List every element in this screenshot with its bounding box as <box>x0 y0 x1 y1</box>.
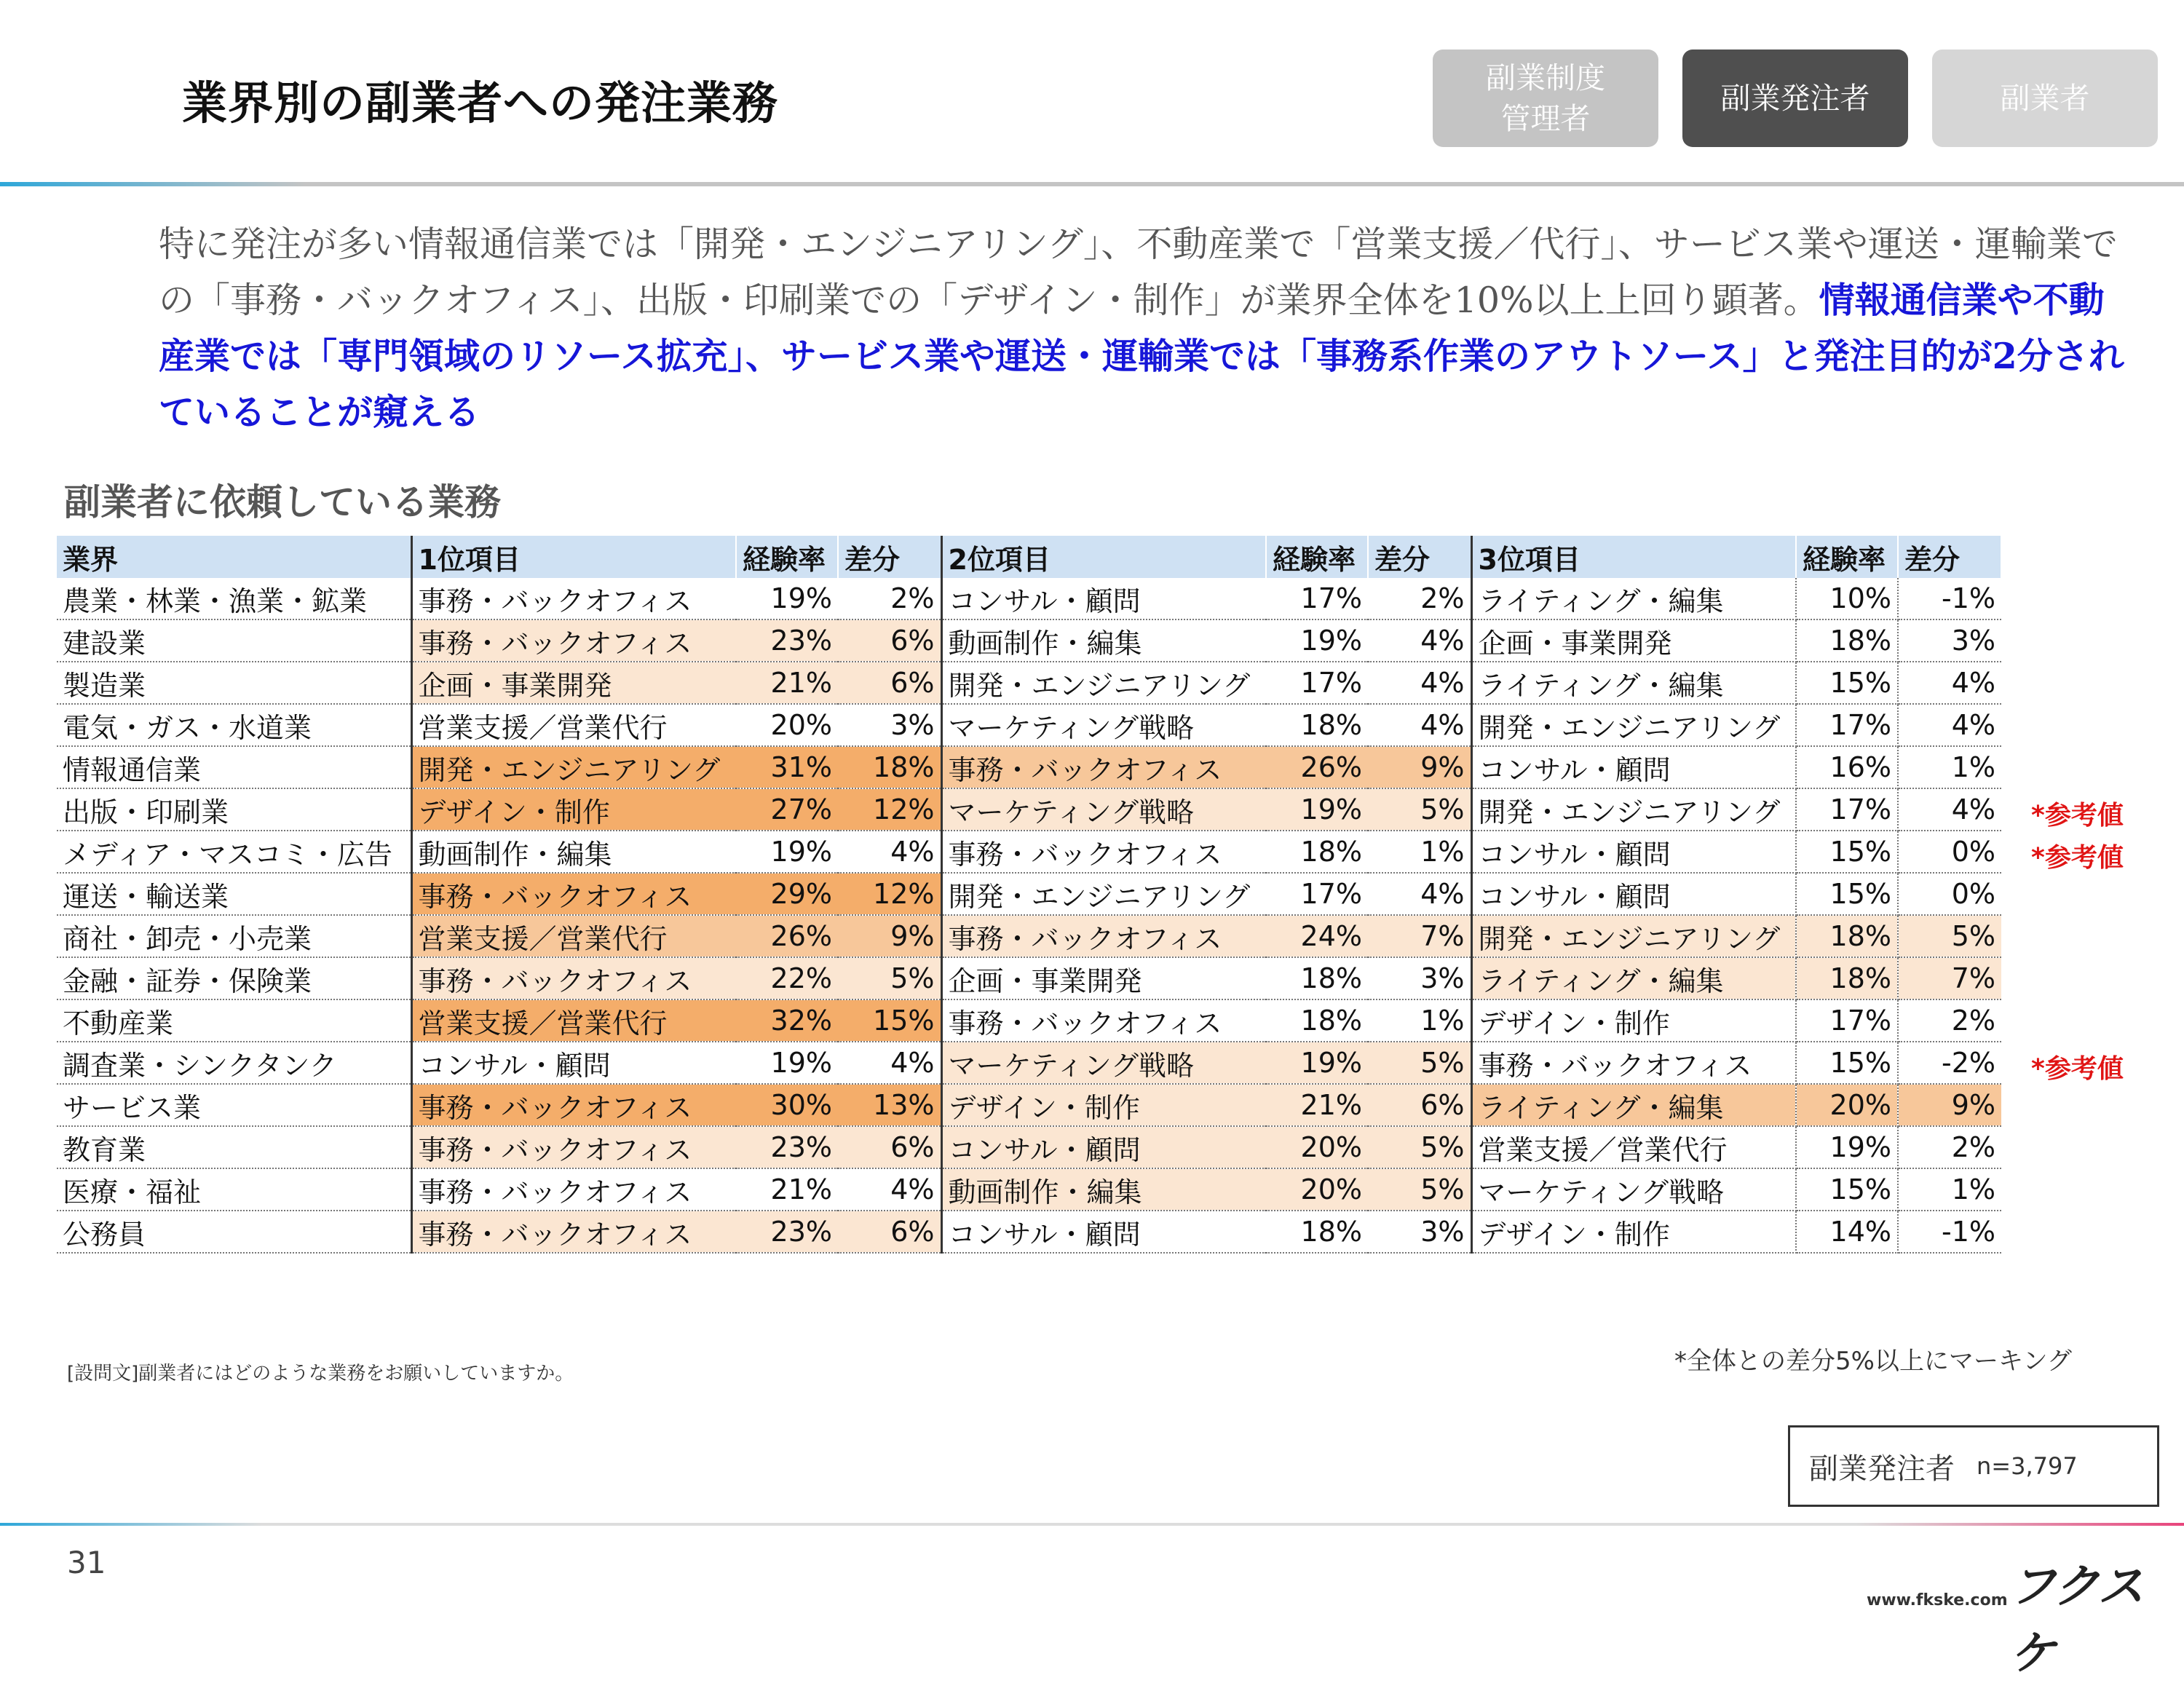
cell-rank2-diff: 3% <box>1368 957 1471 999</box>
cell-rank3-item: マーケティング戦略 <box>1471 1168 1796 1211</box>
header-industry: 業界 <box>57 536 411 578</box>
business-table <box>57 536 2002 1254</box>
cell-rank2-rate: 17% <box>1266 662 1368 704</box>
cell-industry: サービス業 <box>57 1084 411 1126</box>
cell-industry: 商社・卸売・小売業 <box>57 915 411 957</box>
table-row <box>57 1042 2001 1084</box>
cell-rank2-rate: 20% <box>1266 1126 1368 1168</box>
cell-rank3-rate: 17% <box>1796 999 1898 1042</box>
table-row <box>57 831 2001 873</box>
cell-rank1-item: 事務・バックオフィス <box>411 619 736 662</box>
header-divider <box>0 182 2184 186</box>
cell-rank1-item: 事務・バックオフィス <box>411 873 736 915</box>
table-row <box>57 662 2001 704</box>
cell-rank2-item: マーケティング戦略 <box>941 1042 1266 1084</box>
cell-rank1-item: 動画制作・編集 <box>411 831 736 873</box>
header-rank3-rate: 経験率 <box>1796 536 1898 578</box>
cell-rank1-diff: 4% <box>838 1042 941 1084</box>
cell-rank1-rate: 21% <box>736 662 838 704</box>
cell-rank3-item: ライティング・編集 <box>1471 957 1796 999</box>
table-row <box>57 1126 2001 1168</box>
cell-industry: 金融・証券・保険業 <box>57 957 411 999</box>
cell-rank2-item: マーケティング戦略 <box>941 704 1266 746</box>
cell-rank3-diff: 9% <box>1898 1084 2001 1126</box>
footer-divider <box>0 1523 2184 1526</box>
cell-rank2-diff: 9% <box>1368 746 1471 788</box>
summary-highlight: 情報通信業や不動産業では「専門領域のリソース拡充」、サービス業や運送・運輸業では「事務系作業のアウトソース」と発注目的が2分されていることが窺える <box>159 279 2124 433</box>
website-url: www.fkske.com <box>1867 1591 2008 1609</box>
cell-industry: 公務員 <box>57 1211 411 1253</box>
cell-rank2-diff: 4% <box>1368 704 1471 746</box>
cell-rank2-item: コンサル・顧問 <box>941 1211 1266 1253</box>
table-row <box>57 873 2001 915</box>
cell-rank1-diff: 13% <box>838 1084 941 1126</box>
cell-rank1-item: 営業支援／営業代行 <box>411 704 736 746</box>
cell-rank1-diff: 6% <box>838 1126 941 1168</box>
header-rank3-item: 3位項目 <box>1471 536 1796 578</box>
cell-rank1-item: 事務・バックオフィス <box>411 1168 736 1211</box>
cell-rank1-item: 事務・バックオフィス <box>411 1126 736 1168</box>
cell-rank2-diff: 2% <box>1368 578 1471 619</box>
summary-text <box>159 217 2124 440</box>
cell-rank3-rate: 16% <box>1796 746 1898 788</box>
cell-rank2-diff: 4% <box>1368 662 1471 704</box>
cell-rank1-diff: 6% <box>838 662 941 704</box>
cell-rank1-rate: 21% <box>736 1168 838 1211</box>
marking-footnote: *全体との差分5%以上にマーキング <box>1674 1347 2072 1376</box>
cell-industry: 農業・林業・漁業・鉱業 <box>57 578 411 619</box>
cell-rank2-item: 開発・エンジニアリング <box>941 662 1266 704</box>
cell-rank1-diff: 12% <box>838 788 941 831</box>
cell-rank3-rate: 20% <box>1796 1084 1898 1126</box>
cell-rank3-rate: 15% <box>1796 1042 1898 1084</box>
cell-rank1-rate: 19% <box>736 831 838 873</box>
reference-value-note: *参考値 <box>2031 843 2124 873</box>
cell-rank3-diff: 5% <box>1898 915 2001 957</box>
cell-rank1-rate: 23% <box>736 1126 838 1168</box>
cell-rank3-diff: 4% <box>1898 704 2001 746</box>
cell-rank1-diff: 2% <box>838 578 941 619</box>
cell-rank1-rate: 30% <box>736 1084 838 1126</box>
cell-rank2-rate: 18% <box>1266 831 1368 873</box>
table-row <box>57 619 2001 662</box>
cell-rank3-item: コンサル・顧問 <box>1471 873 1796 915</box>
header-rank3-diff: 差分 <box>1898 536 2001 578</box>
cell-industry: メディア・マスコミ・広告 <box>57 831 411 873</box>
header-rank1-item: 1位項目 <box>411 536 736 578</box>
cell-rank2-item: 企画・事業開発 <box>941 957 1266 999</box>
cell-rank1-rate: 23% <box>736 1211 838 1253</box>
cell-rank1-diff: 5% <box>838 957 941 999</box>
reference-value-note: *参考値 <box>2031 801 2124 831</box>
cell-rank2-diff: 1% <box>1368 831 1471 873</box>
table-row <box>57 915 2001 957</box>
cell-rank3-diff: 4% <box>1898 788 2001 831</box>
cell-rank3-item: ライティング・編集 <box>1471 578 1796 619</box>
table-row <box>57 704 2001 746</box>
cell-rank3-rate: 18% <box>1796 915 1898 957</box>
cell-industry: 製造業 <box>57 662 411 704</box>
cell-rank3-rate: 18% <box>1796 619 1898 662</box>
cell-rank1-item: 事務・バックオフィス <box>411 578 736 619</box>
table-row <box>57 999 2001 1042</box>
table-row <box>57 746 2001 788</box>
cell-rank2-diff: 4% <box>1368 873 1471 915</box>
cell-industry: 不動産業 <box>57 999 411 1042</box>
cell-industry: 教育業 <box>57 1126 411 1168</box>
cell-rank2-rate: 21% <box>1266 1084 1368 1126</box>
cell-rank2-rate: 17% <box>1266 873 1368 915</box>
cell-rank3-item: コンサル・顧問 <box>1471 746 1796 788</box>
table-row <box>57 1084 2001 1126</box>
cell-rank2-rate: 26% <box>1266 746 1368 788</box>
cell-rank1-item: 営業支援／営業代行 <box>411 999 736 1042</box>
cell-rank2-rate: 20% <box>1266 1168 1368 1211</box>
cell-rank1-diff: 4% <box>838 1168 941 1211</box>
cell-rank1-item: 開発・エンジニアリング <box>411 746 736 788</box>
cell-rank3-item: 開発・エンジニアリング <box>1471 704 1796 746</box>
cell-rank2-diff: 3% <box>1368 1211 1471 1253</box>
cell-industry: 建設業 <box>57 619 411 662</box>
cell-rank1-diff: 6% <box>838 1211 941 1253</box>
cell-rank1-diff: 15% <box>838 999 941 1042</box>
section-title: 副業者に依頼している業務 <box>64 480 501 523</box>
cell-rank3-item: 開発・エンジニアリング <box>1471 915 1796 957</box>
cell-rank2-diff: 1% <box>1368 999 1471 1042</box>
header-rank2-rate: 経験率 <box>1266 536 1368 578</box>
cell-rank3-rate: 15% <box>1796 873 1898 915</box>
cell-rank2-rate: 24% <box>1266 915 1368 957</box>
cell-rank3-diff: -1% <box>1898 578 2001 619</box>
cell-rank3-diff: 0% <box>1898 831 2001 873</box>
cell-rank2-rate: 18% <box>1266 957 1368 999</box>
table-row <box>57 578 2001 619</box>
cell-rank3-item: デザイン・制作 <box>1471 1211 1796 1253</box>
cell-rank3-diff: -1% <box>1898 1211 2001 1253</box>
cell-rank1-rate: 29% <box>736 873 838 915</box>
cell-rank3-rate: 15% <box>1796 662 1898 704</box>
cell-rank3-rate: 17% <box>1796 704 1898 746</box>
table-row <box>57 1168 2001 1211</box>
cell-rank3-rate: 15% <box>1796 831 1898 873</box>
cell-rank3-rate: 10% <box>1796 578 1898 619</box>
cell-rank1-rate: 32% <box>736 999 838 1042</box>
cell-rank1-rate: 19% <box>736 1042 838 1084</box>
table-header-row <box>57 536 2001 578</box>
cell-rank1-rate: 19% <box>736 578 838 619</box>
tab-side-job-worker[interactable]: 副業者 <box>1932 50 2158 147</box>
page-number: 31 <box>67 1545 106 1580</box>
cell-rank1-rate: 20% <box>736 704 838 746</box>
sample-size: n=3,797 <box>1977 1452 2078 1480</box>
cell-rank3-rate: 18% <box>1796 957 1898 999</box>
cell-rank2-item: マーケティング戦略 <box>941 788 1266 831</box>
cell-rank1-item: 事務・バックオフィス <box>411 1211 736 1253</box>
cell-rank3-diff: 1% <box>1898 746 2001 788</box>
cell-rank2-rate: 19% <box>1266 619 1368 662</box>
cell-industry: 運送・輸送業 <box>57 873 411 915</box>
table-row <box>57 957 2001 999</box>
cell-rank2-item: コンサル・顧問 <box>941 1126 1266 1168</box>
cell-rank3-diff: -2% <box>1898 1042 2001 1084</box>
cell-rank2-item: コンサル・顧問 <box>941 578 1266 619</box>
header-rank2-diff: 差分 <box>1368 536 1471 578</box>
cell-rank3-item: コンサル・顧問 <box>1471 831 1796 873</box>
table-row <box>57 788 2001 831</box>
cell-rank1-item: 企画・事業開発 <box>411 662 736 704</box>
cell-rank1-rate: 23% <box>736 619 838 662</box>
cell-rank2-item: 事務・バックオフィス <box>941 915 1266 957</box>
cell-industry: 電気・ガス・水道業 <box>57 704 411 746</box>
cell-rank3-diff: 0% <box>1898 873 2001 915</box>
cell-rank2-rate: 18% <box>1266 704 1368 746</box>
cell-rank2-diff: 5% <box>1368 788 1471 831</box>
cell-rank3-diff: 4% <box>1898 662 2001 704</box>
reference-value-note: *参考値 <box>2031 1054 2124 1084</box>
table-row <box>57 1211 2001 1253</box>
cell-rank3-item: 事務・バックオフィス <box>1471 1042 1796 1084</box>
cell-rank2-item: 動画制作・編集 <box>941 1168 1266 1211</box>
cell-rank1-rate: 31% <box>736 746 838 788</box>
sample-label: 副業発注者 <box>1809 1452 1955 1486</box>
cell-rank1-diff: 18% <box>838 746 941 788</box>
cell-rank3-item: 営業支援／営業代行 <box>1471 1126 1796 1168</box>
cell-rank2-diff: 5% <box>1368 1126 1471 1168</box>
header-rank1-rate: 経験率 <box>736 536 838 578</box>
cell-rank2-rate: 19% <box>1266 1042 1368 1084</box>
cell-rank2-item: 事務・バックオフィス <box>941 831 1266 873</box>
cell-rank3-rate: 14% <box>1796 1211 1898 1253</box>
cell-rank2-rate: 19% <box>1266 788 1368 831</box>
cell-industry: 情報通信業 <box>57 746 411 788</box>
cell-rank2-item: 事務・バックオフィス <box>941 999 1266 1042</box>
table-body <box>57 578 2001 1253</box>
cell-rank1-rate: 26% <box>736 915 838 957</box>
cell-rank2-item: 動画制作・編集 <box>941 619 1266 662</box>
cell-rank3-rate: 19% <box>1796 1126 1898 1168</box>
cell-rank3-rate: 17% <box>1796 788 1898 831</box>
cell-rank1-diff: 6% <box>838 619 941 662</box>
tab-side-job-client[interactable]: 副業発注者 <box>1682 50 1908 147</box>
cell-rank2-diff: 4% <box>1368 619 1471 662</box>
cell-rank1-diff: 9% <box>838 915 941 957</box>
tab-side-job-admin[interactable]: 副業制度 管理者 <box>1433 50 1658 147</box>
cell-rank1-item: コンサル・顧問 <box>411 1042 736 1084</box>
cell-rank2-diff: 6% <box>1368 1084 1471 1126</box>
cell-rank3-diff: 2% <box>1898 1126 2001 1168</box>
cell-rank3-diff: 1% <box>1898 1168 2001 1211</box>
cell-rank2-item: 事務・バックオフィス <box>941 746 1266 788</box>
cell-rank2-diff: 5% <box>1368 1168 1471 1211</box>
cell-rank1-item: デザイン・制作 <box>411 788 736 831</box>
cell-rank2-rate: 18% <box>1266 999 1368 1042</box>
cell-rank3-diff: 7% <box>1898 957 2001 999</box>
header-rank2-item: 2位項目 <box>941 536 1266 578</box>
cell-rank3-diff: 3% <box>1898 619 2001 662</box>
cell-rank2-diff: 7% <box>1368 915 1471 957</box>
header-rank1-diff: 差分 <box>838 536 941 578</box>
cell-rank1-rate: 22% <box>736 957 838 999</box>
cell-rank2-rate: 17% <box>1266 578 1368 619</box>
cell-rank1-diff: 3% <box>838 704 941 746</box>
cell-rank1-item: 事務・バックオフィス <box>411 1084 736 1126</box>
cell-rank1-item: 事務・バックオフィス <box>411 957 736 999</box>
cell-rank3-item: ライティング・編集 <box>1471 1084 1796 1126</box>
question-footnote: [設問文]副業者にはどのような業務をお願いしていますか。 <box>67 1363 574 1385</box>
cell-rank2-diff: 5% <box>1368 1042 1471 1084</box>
cell-rank1-item: 営業支援／営業代行 <box>411 915 736 957</box>
sample-size-box <box>1788 1425 2159 1507</box>
cell-rank2-rate: 18% <box>1266 1211 1368 1253</box>
page-title: 業界別の副業者への発注業務 <box>182 76 779 130</box>
cell-rank1-rate: 27% <box>736 788 838 831</box>
cell-rank3-item: ライティング・編集 <box>1471 662 1796 704</box>
cell-industry: 調査業・シンクタンク <box>57 1042 411 1084</box>
cell-industry: 医療・福祉 <box>57 1168 411 1211</box>
cell-rank3-item: デザイン・制作 <box>1471 999 1796 1042</box>
cell-rank3-diff: 2% <box>1898 999 2001 1042</box>
cell-industry: 出版・印刷業 <box>57 788 411 831</box>
cell-rank3-item: 開発・エンジニアリング <box>1471 788 1796 831</box>
brand-logo: フクスケ <box>2009 1560 2143 1681</box>
cell-rank1-diff: 12% <box>838 873 941 915</box>
summary-normal: 特に発注が多い情報通信業では「開発・エンジニアリング」、不動産業で「営業支援／代行」、サービス業や運送・運輸業での「事務・バックオフィス」、出版・印刷業での「デザイン・制作」が業界全体を10%以上上回り顕著。 <box>159 223 2118 321</box>
cell-rank3-rate: 15% <box>1796 1168 1898 1211</box>
cell-rank2-item: 開発・エンジニアリング <box>941 873 1266 915</box>
cell-rank3-item: 企画・事業開発 <box>1471 619 1796 662</box>
cell-rank1-diff: 4% <box>838 831 941 873</box>
cell-rank2-item: デザイン・制作 <box>941 1084 1266 1126</box>
